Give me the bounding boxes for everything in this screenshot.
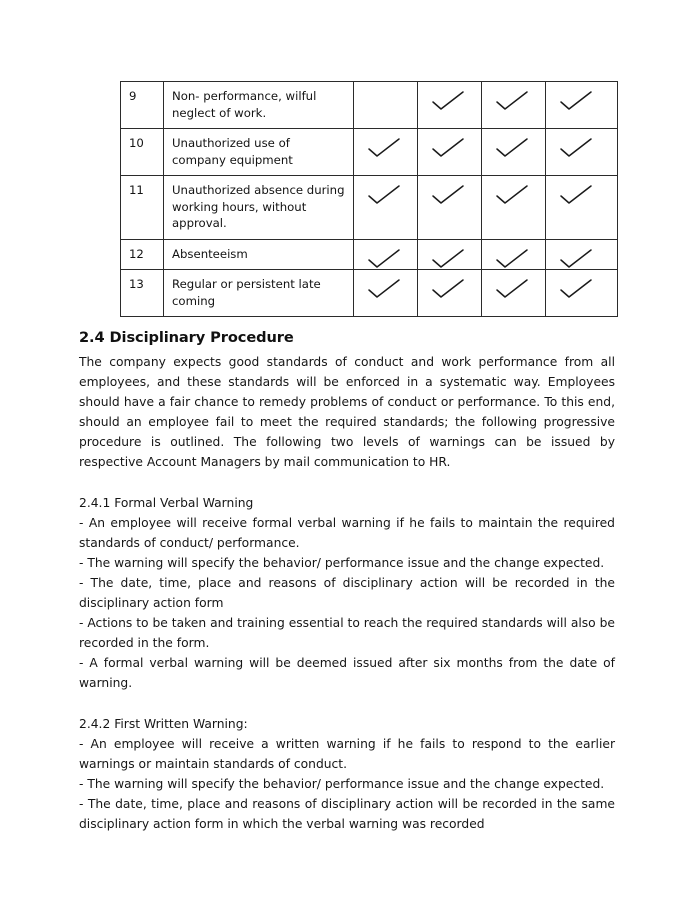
checkmark-icon: [496, 278, 530, 300]
check-cell-empty: [354, 82, 418, 129]
check-cell: [546, 176, 618, 240]
check-cell: [418, 129, 482, 176]
check-cell: [354, 239, 418, 270]
check-cell: [354, 129, 418, 176]
row-number: 11: [121, 176, 164, 240]
check-cell: [418, 82, 482, 129]
checkmark-icon: [368, 184, 402, 206]
checkmark-icon: [368, 137, 402, 159]
checkmark-icon: [496, 248, 530, 270]
checkmark-icon: [368, 248, 402, 270]
offences-table: [120, 81, 618, 317]
check-cell: [482, 270, 546, 317]
checkmark-icon: [432, 248, 466, 270]
page-title: 2.4 Disciplinary Procedure: [79, 329, 294, 346]
checkmark-icon: [560, 184, 594, 206]
row-number: 12: [121, 239, 164, 270]
row-description: Absenteeism: [164, 239, 354, 270]
check-cell: [482, 239, 546, 270]
check-cell: [482, 82, 546, 129]
table-row: [121, 176, 618, 240]
paragraph-spacer: [79, 473, 615, 493]
checkmark-icon: [496, 90, 530, 112]
table-row: [121, 239, 618, 270]
check-cell: [546, 129, 618, 176]
check-cell: [418, 176, 482, 240]
row-description: Unauthorized absence during working hours, without approval.: [164, 176, 354, 240]
row-description: Regular or persistent late coming: [164, 270, 354, 317]
check-cell: [354, 270, 418, 317]
checkmark-icon: [432, 137, 466, 159]
row-number: 13: [121, 270, 164, 317]
check-cell: [418, 239, 482, 270]
check-cell: [546, 82, 618, 129]
checkmark-icon: [560, 278, 594, 300]
check-cell: [418, 270, 482, 317]
row-number: 10: [121, 129, 164, 176]
list-item: - The date, time, place and reasons of disciplinary action will be recorded in the same disciplinary action form in which the verbal warning was recorded: [79, 796, 615, 831]
paragraph-spacer: [79, 694, 615, 714]
table-row: [121, 82, 618, 129]
checkmark-icon: [368, 278, 402, 300]
check-cell: [482, 176, 546, 240]
row-description: Non- performance, wilful neglect of work.: [164, 82, 354, 129]
checkmark-icon: [560, 248, 594, 270]
row-description: Unauthorized use of company equipment: [164, 129, 354, 176]
row-number: 9: [121, 82, 164, 129]
list-item: - A formal verbal warning will be deemed issued after six months from the date of warning.: [79, 656, 615, 691]
list-item: - An employee will receive a written warning if he fails to respond to the earlier warnings or maintain standards of conduct.: [79, 736, 615, 771]
checkmark-icon: [432, 90, 466, 112]
list-item: - An employee will receive formal verbal warning if he fails to maintain the required standards of conduct/ performance.: [79, 515, 615, 550]
check-cell: [546, 239, 618, 270]
document-body: [79, 328, 615, 834]
checkmark-icon: [560, 137, 594, 159]
check-cell: [482, 129, 546, 176]
checkmark-icon: [432, 278, 466, 300]
checkmark-icon: [496, 137, 530, 159]
list-item: - The warning will specify the behavior/ performance issue and the change expected.: [79, 555, 605, 570]
subsection-heading-241: 2.4.1 Formal Verbal Warning: [79, 495, 254, 510]
checkmark-icon: [560, 90, 594, 112]
list-item: - Actions to be taken and training essential to reach the required standards will also be recorded in the form.: [79, 616, 615, 651]
list-item: - The warning will specify the behavior/ performance issue and the change expected.: [79, 776, 605, 791]
table-row: [121, 270, 618, 317]
check-cell: [546, 270, 618, 317]
checkmark-icon: [496, 184, 530, 206]
subsection-heading-242: 2.4.2 First Written Warning:: [79, 716, 248, 731]
checkmark-icon: [432, 184, 466, 206]
check-cell: [354, 176, 418, 240]
offences-table-body: [121, 82, 618, 317]
list-item: - The date, time, place and reasons of disciplinary action will be recorded in the disciplinary action form: [79, 575, 615, 611]
intro-paragraph: The company expects good standards of conduct and work performance from all employees, and these standards will be enforced in a systematic way. Employees should have a fair chance to remedy problems of conduct or performance. To this end, should an employee fail to meet the required standards; the following progressive procedure is outlined. The following two levels of warnings can be issued by respective Account Managers by mail communication to HR.: [79, 355, 615, 470]
table-row: [121, 129, 618, 176]
